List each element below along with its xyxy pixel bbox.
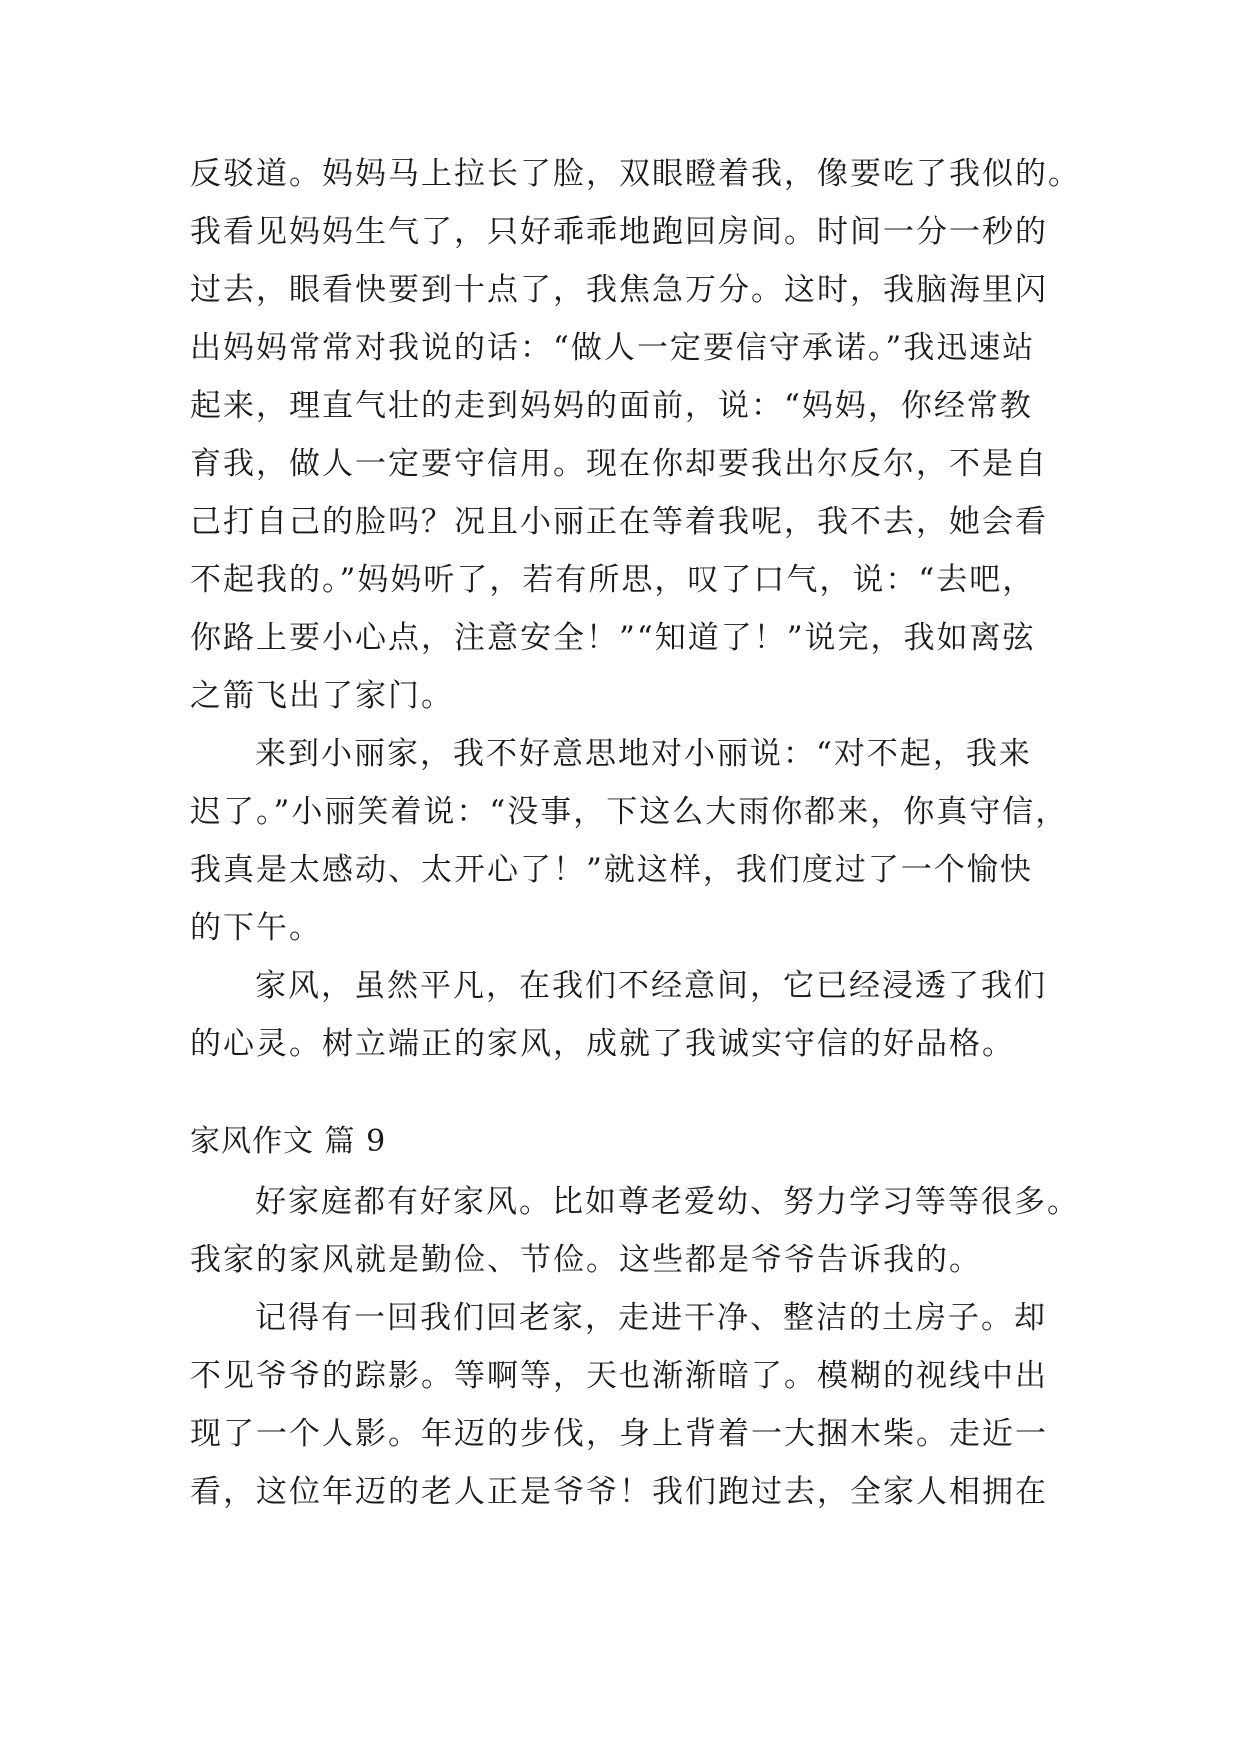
- text-line: 的心灵。树立端正的家风，成就了我诚实守信的好品格。: [190, 1026, 1015, 1062]
- text-line: 不见爷爷的踪影。等啊等，天也渐渐暗了。模糊的视线中出: [190, 1358, 1048, 1394]
- text-line: 育我，做人一定要守信用。现在你却要我出尔反尔，不是自: [190, 446, 1048, 482]
- text-line: 过去，眼看快要到十点了，我焦急万分。这时，我脑海里闪: [190, 272, 1048, 308]
- paragraph-start-line: 记得有一回我们回老家，走进干净、整洁的土房子。却: [255, 1300, 1047, 1336]
- text-line: 的下午。: [190, 910, 322, 946]
- text-line: 出妈妈常常对我说的话：“做人一定要信守承诺。”我迅速站: [190, 330, 1036, 366]
- text-line: 我看见妈妈生气了，只好乖乖地跑回房间。时间一分一秒的: [190, 214, 1048, 250]
- paragraph-start-line: 家风，虽然平凡，在我们不经意间，它已经浸透了我们: [255, 968, 1047, 1004]
- text-line: 反驳道。妈妈马上拉长了脸，双眼瞪着我，像要吃了我似的。: [190, 156, 1081, 192]
- text-line: 迟了。”小丽笑着说：“没事，下这么大雨你都来，你真守信，: [190, 794, 1069, 830]
- text-line: 现了一个人影。年迈的步伐，身上背着一大捆木柴。走近一: [190, 1416, 1048, 1452]
- text-line: 己打自己的脸吗？况且小丽正在等着我呢，我不去，她会看: [190, 504, 1048, 540]
- paragraph-start-line: 来到小丽家，我不好意思地对小丽说：“对不起，我来: [255, 736, 1032, 772]
- text-line: 你路上要小心点，注意安全！”“知道了！”说完，我如离弦: [190, 620, 1036, 656]
- section-heading: 家风作文 篇 9: [190, 1124, 387, 1159]
- text-line: 之箭飞出了家门。: [190, 678, 454, 714]
- text-line: 我家的家风就是勤俭、节俭。这些都是爷爷告诉我的。: [190, 1242, 982, 1278]
- text-line: 不起我的。”妈妈听了，若有所思，叹了口气，说：“去吧，: [190, 562, 1036, 598]
- text-line: 看，这位年迈的老人正是爷爷！我们跑过去，全家人相拥在: [190, 1474, 1048, 1510]
- paragraph-start-line: 好家庭都有好家风。比如尊老爱幼、努力学习等等很多。: [255, 1184, 1080, 1220]
- text-line: 起来，理直气壮的走到妈妈的面前，说：“妈妈，你经常教: [190, 388, 1033, 424]
- text-line: 我真是太感动、太开心了！”就这样，我们度过了一个愉快: [190, 852, 1033, 888]
